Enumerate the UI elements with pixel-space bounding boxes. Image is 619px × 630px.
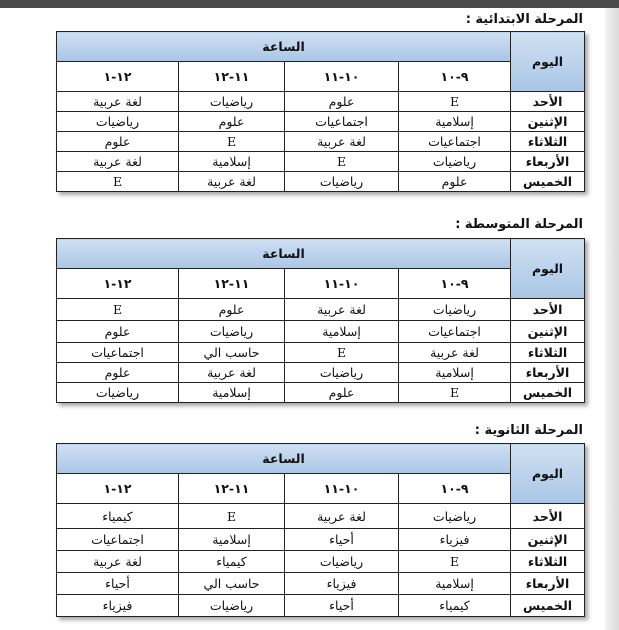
subject-cell: كيمياء — [57, 504, 179, 529]
subject-cell: علوم — [399, 172, 511, 192]
time-slot-header: ١٢-١ — [57, 62, 179, 92]
subject-cell: لغة عربية — [57, 551, 179, 573]
time-slot-header: ١٠-١١ — [285, 269, 399, 299]
subject-cell: رياضيات — [179, 321, 285, 343]
subject-cell: رياضيات — [179, 595, 285, 617]
day-cell: الخميس — [511, 383, 585, 403]
subject-cell: علوم — [57, 321, 179, 343]
time-slot-header: ٩-١٠ — [399, 474, 511, 504]
section-title: المرحلة المتوسطة : — [455, 217, 583, 232]
subject-cell: إسلامية — [285, 321, 399, 343]
day-cell: الأحد — [511, 299, 585, 321]
table-row — [57, 551, 585, 573]
table-row — [57, 152, 585, 172]
day-cell: الإثنين — [511, 112, 585, 132]
subject-cell: علوم — [179, 299, 285, 321]
subject-cell: علوم — [285, 383, 399, 403]
day-cell: الأربعاء — [511, 152, 585, 172]
subject-cell: اجتماعيات — [285, 112, 399, 132]
subject-cell: علوم — [285, 92, 399, 112]
subject-cell: أحياء — [285, 529, 399, 551]
page-edge-shadow — [605, 8, 619, 630]
subject-cell: فيزياء — [285, 573, 399, 595]
subject-cell: رياضيات — [399, 504, 511, 529]
day-header: اليوم — [511, 444, 585, 504]
day-header: اليوم — [511, 32, 585, 92]
subject-cell: رياضيات — [57, 383, 179, 403]
table-row — [57, 343, 585, 363]
day-header: اليوم — [511, 239, 585, 299]
subject-cell: E — [399, 383, 511, 403]
table-row — [57, 321, 585, 343]
subject-cell: إسلامية — [179, 152, 285, 172]
table-row — [57, 92, 585, 112]
time-slot-header: ١٠-١١ — [285, 62, 399, 92]
schedule-table — [56, 443, 585, 617]
table-row — [57, 529, 585, 551]
subject-cell: حاسب الي — [179, 343, 285, 363]
time-slot-header: ١٢-١ — [57, 474, 179, 504]
hour-header: الساعة — [57, 444, 511, 474]
table-row — [57, 132, 585, 152]
subject-cell: رياضيات — [399, 299, 511, 321]
table-row — [57, 172, 585, 192]
hour-header: الساعة — [57, 32, 511, 62]
subject-cell: رياضيات — [179, 92, 285, 112]
subject-cell: لغة عربية — [285, 504, 399, 529]
schedule-table — [56, 238, 585, 403]
table-row — [57, 504, 585, 529]
subject-cell: E — [399, 92, 511, 112]
day-cell: الخميس — [511, 172, 585, 192]
subject-cell: إسلامية — [399, 573, 511, 595]
subject-cell: لغة عربية — [57, 92, 179, 112]
subject-cell: لغة عربية — [285, 132, 399, 152]
time-slot-header: ١١-١٢ — [179, 269, 285, 299]
schedule-table — [56, 31, 585, 192]
top-bar — [0, 0, 619, 8]
table-row — [57, 383, 585, 403]
subject-cell: E — [285, 343, 399, 363]
section-title: المرحلة الابتدائية : — [465, 12, 583, 27]
time-slot-header: ١١-١٢ — [179, 62, 285, 92]
subject-cell: لغة عربية — [285, 299, 399, 321]
subject-cell: علوم — [179, 112, 285, 132]
day-cell: الأحد — [511, 92, 585, 112]
subject-cell: رياضيات — [285, 551, 399, 573]
subject-cell: E — [57, 172, 179, 192]
subject-cell: لغة عربية — [399, 343, 511, 363]
subject-cell: E — [285, 152, 399, 172]
subject-cell: لغة عربية — [57, 152, 179, 172]
subject-cell: علوم — [57, 132, 179, 152]
day-cell: الثلاثاء — [511, 343, 585, 363]
table-row — [57, 573, 585, 595]
time-slot-header: ١١-١٢ — [179, 474, 285, 504]
table-row — [57, 363, 585, 383]
subject-cell: E — [57, 299, 179, 321]
section-title: المرحلة الثانوية : — [474, 423, 583, 438]
hour-header: الساعة — [57, 239, 511, 269]
day-cell: الأربعاء — [511, 363, 585, 383]
subject-cell: رياضيات — [399, 152, 511, 172]
subject-cell: رياضيات — [285, 363, 399, 383]
subject-cell: رياضيات — [285, 172, 399, 192]
time-slot-header: ١٠-١١ — [285, 474, 399, 504]
subject-cell: رياضيات — [57, 112, 179, 132]
subject-cell: أحياء — [285, 595, 399, 617]
time-slot-header: ١٢-١ — [57, 269, 179, 299]
subject-cell: اجتماعيات — [57, 529, 179, 551]
subject-cell: اجتماعيات — [399, 132, 511, 152]
time-slot-header: ٩-١٠ — [399, 269, 511, 299]
day-cell: الثلاثاء — [511, 551, 585, 573]
table-row — [57, 299, 585, 321]
day-cell: الخميس — [511, 595, 585, 617]
subject-cell: اجتماعيات — [57, 343, 179, 363]
day-cell: الإثنين — [511, 529, 585, 551]
subject-cell: كيمياء — [179, 551, 285, 573]
subject-cell: فيزياء — [57, 595, 179, 617]
table-row — [57, 595, 585, 617]
time-slot-header: ٩-١٠ — [399, 62, 511, 92]
subject-cell: كيمياء — [399, 595, 511, 617]
subject-cell: E — [399, 551, 511, 573]
subject-cell: إسلامية — [179, 529, 285, 551]
subject-cell: فيزياء — [399, 529, 511, 551]
subject-cell: E — [179, 504, 285, 529]
subject-cell: إسلامية — [399, 363, 511, 383]
day-cell: الأربعاء — [511, 573, 585, 595]
subject-cell: اجتماعيات — [399, 321, 511, 343]
subject-cell: حاسب الي — [179, 573, 285, 595]
day-cell: الإثنين — [511, 321, 585, 343]
subject-cell: علوم — [57, 363, 179, 383]
subject-cell: أحياء — [57, 573, 179, 595]
day-cell: الأحد — [511, 504, 585, 529]
subject-cell: لغة عربية — [179, 172, 285, 192]
table-row — [57, 112, 585, 132]
day-cell: الثلاثاء — [511, 132, 585, 152]
subject-cell: إسلامية — [399, 112, 511, 132]
subject-cell: E — [179, 132, 285, 152]
subject-cell: إسلامية — [179, 383, 285, 403]
subject-cell: لغة عربية — [179, 363, 285, 383]
